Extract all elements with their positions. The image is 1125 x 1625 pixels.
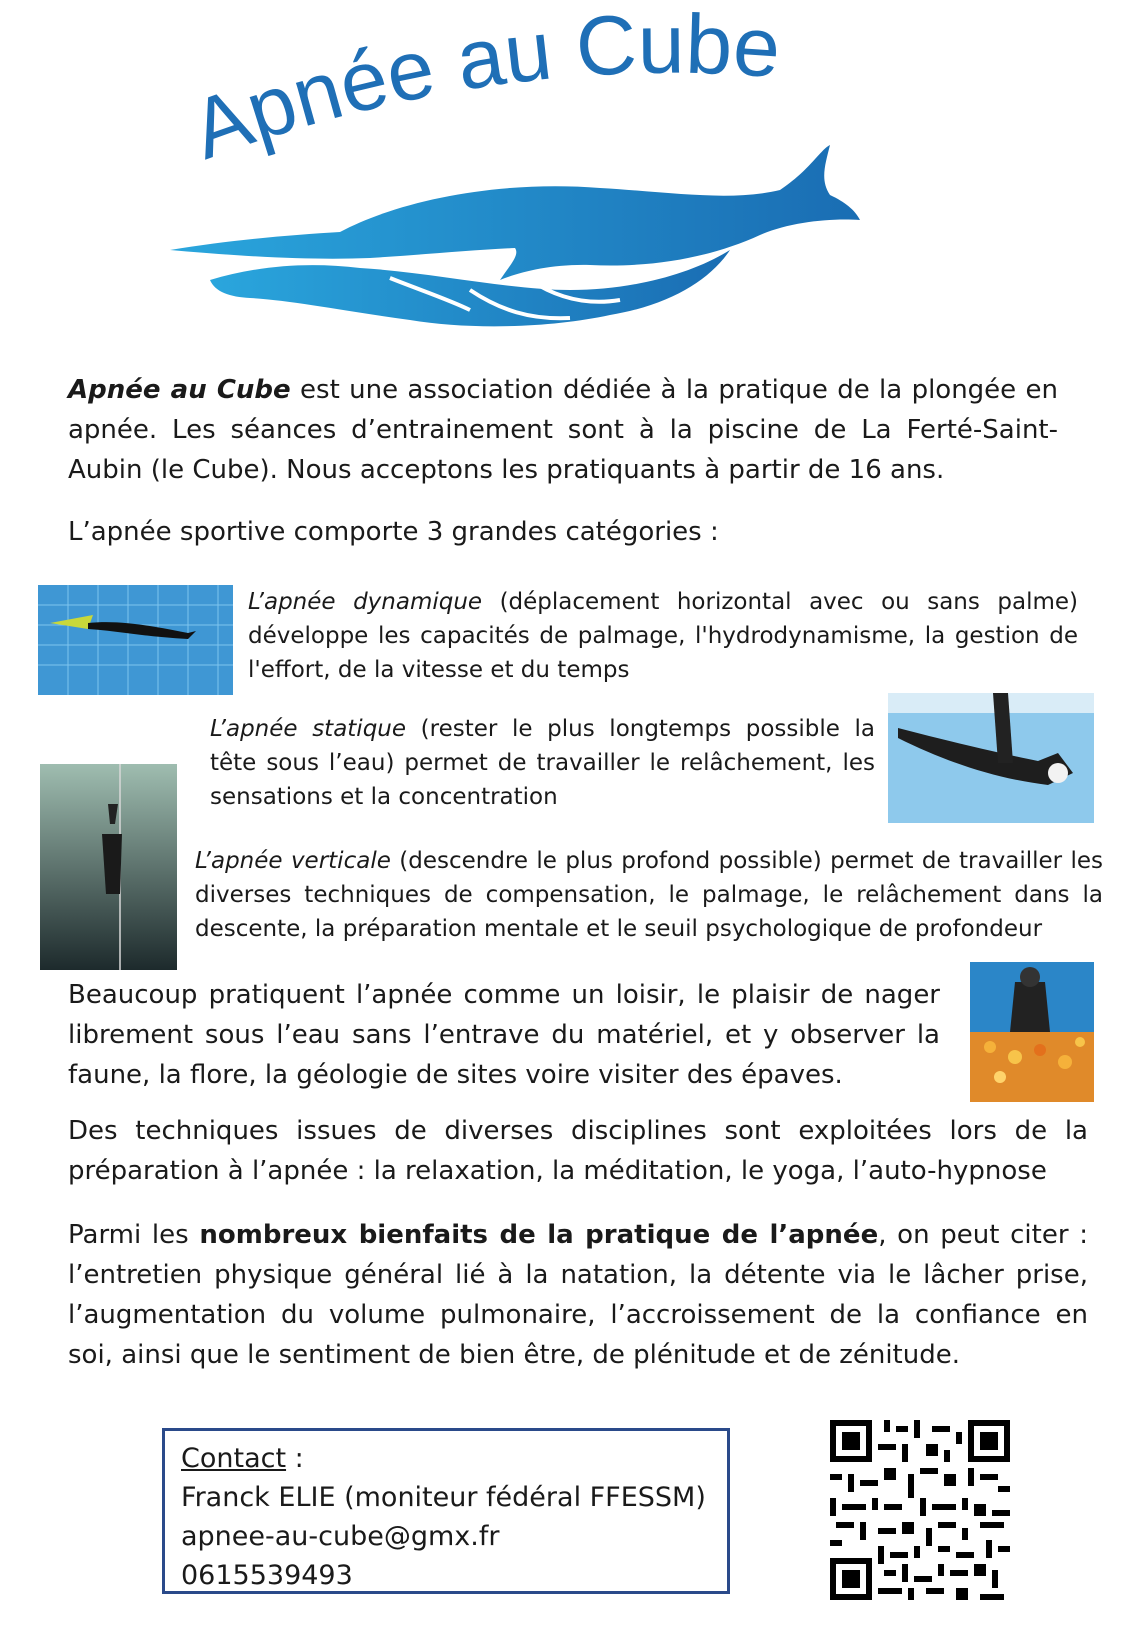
intro-text: est une association dédiée à la pratique de la plongée en apnée. Les séances d’entrainement sont à la piscine de La Ferté-Saint-Aubin (le Cube). Nous acceptons les pratiquants à partir de 16 ans.: [68, 375, 1058, 485]
contact-heading: [181, 1439, 711, 1478]
category-dynamic-text: (déplacement horizontal avec ou sans palme) développe les capacités de palmage, l'hydrodynamisme, la gestion de l'effort, de la vitesse et du temps: [248, 589, 1078, 683]
category-vertical-name: L’apnée verticale: [195, 848, 391, 874]
reef-photo: [970, 962, 1094, 1102]
category-static: [210, 712, 875, 814]
contact-colon: :: [286, 1443, 304, 1474]
category-vertical: [195, 844, 1103, 946]
contact-phone[interactable]: 0615539493: [181, 1560, 353, 1591]
benefits-suffix: , on peut citer : l’entretien physique général lié à la natation, la détente via le lâcher prise, l’augmentation du volume pulmonaire, l’accroissement de la confiance en soi, ainsi que le sentiment de bien être, de plénitude et de zénitude.: [68, 1220, 1088, 1370]
benefits-bold: nombreux bienfaits de la pratique de l’apnée: [199, 1220, 879, 1250]
contact-label: Contact: [181, 1443, 287, 1474]
contact-email[interactable]: apnee-au-cube@gmx.fr: [181, 1521, 500, 1552]
qr-code[interactable]: [830, 1420, 1010, 1600]
leisure-paragraph: Beaucoup pratiquent l’apnée comme un loisir, le plaisir de nager librement sous l’eau sans l’entrave du matériel, et y observer la faune, la flore, la géologie de sites voire visiter des épaves.: [68, 980, 940, 1090]
categories-heading: L’apnée sportive comporte 3 grandes catégories :: [68, 517, 719, 547]
category-dynamic: [248, 585, 1078, 687]
static-apnea-photo: [888, 693, 1094, 823]
logo-title-text: Apnée au Cube: [179, 0, 784, 177]
contact-box: [162, 1428, 730, 1594]
techniques-paragraph: Des techniques issues de diverses disciplines sont exploitées lors de la préparation à l’apnée : la relaxation, la méditation, le yoga, l’auto-hypnose: [68, 1116, 1088, 1186]
vertical-apnea-photo: [40, 764, 177, 970]
dolphin-diver-icon: [170, 140, 860, 340]
benefits-paragraph: [68, 1215, 1088, 1375]
category-static-text: (rester le plus longtemps possible la tête sous l’eau) permet de travailler le relâchement, les sensations et la concentration: [210, 716, 875, 810]
category-dynamic-name: L’apnée dynamique: [248, 589, 483, 615]
category-static-name: L’apnée statique: [210, 716, 407, 742]
brand-name: Apnée au Cube: [68, 375, 291, 405]
benefits-prefix: Parmi les: [68, 1220, 200, 1250]
dynamic-apnea-photo: [38, 585, 233, 695]
intro-paragraph: [68, 370, 1058, 490]
contact-name: Franck ELIE (moniteur fédéral FFESSM): [181, 1482, 706, 1513]
category-vertical-text: (descendre le plus profond possible) permet de travailler les diverses techniques de compensation, le palmage, le relâchement dans la descente, la préparation mentale et le seuil psychologique de profondeur: [195, 848, 1103, 942]
